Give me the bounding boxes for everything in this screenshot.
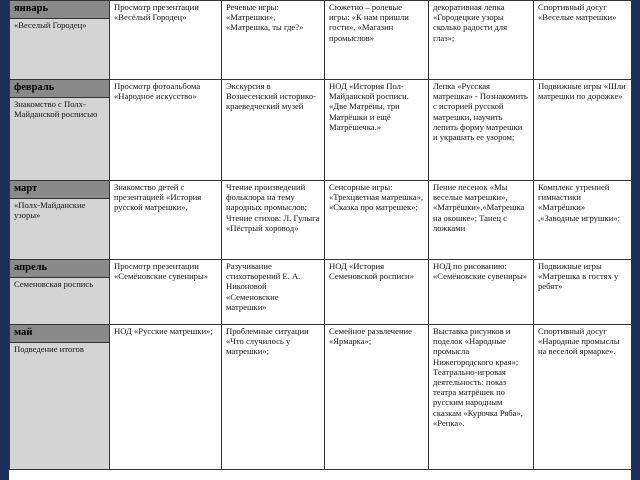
activity-cell: НОД по рисованию: «Семёновские сувениры»	[429, 260, 534, 325]
activity-cell: Просмотр презентации «Семёновские сувениры»	[110, 260, 222, 325]
month-row-march	[10, 181, 632, 199]
activity-cell: Экскурсия в Вознесенский историко-краеведческий музей	[222, 80, 325, 181]
activity-cell: Знакомство детей с презентацией «История русской матрешки»,	[110, 181, 222, 260]
activity-cell: Речевые игры: «Матрешки», «Матрешка, ты где?»	[222, 1, 325, 80]
activity-cell: Спортивный досуг «Веселые матрешки»	[534, 1, 632, 80]
activity-cell: Сюжетно – ролевые игры: «К нам пришли гости», «Магазин промыслов»	[325, 1, 429, 80]
activity-cell: Чтение произведений фольклора на тему народных промыслов; Чтение стихов: Л. Гулыга «Пёстрый хоровод»	[222, 181, 325, 260]
month-row-april	[10, 260, 632, 278]
activity-cell: Просмотр фотоальбома «Народное искусство»	[110, 80, 222, 181]
month-cell: январь	[10, 1, 110, 19]
topic-cell: Знакомство с Полх-Майданской росписью	[10, 98, 110, 181]
activity-cell: Комплекс утренней гимнастики «Матрёшки» ,«Заводные игрушки»;	[534, 181, 632, 260]
topic-cell: Семеновская роспись	[10, 278, 110, 325]
month-row-january	[10, 1, 632, 19]
month-cell: апрель	[10, 260, 110, 278]
activity-cell: Выставка рисунков и поделок «Народные промысла Нижегородского края»; Театрально-игровая деятельность: показ театра матрёшек по русским народным сказкам «Курочка Ряба», «Репка».	[429, 325, 534, 470]
activity-cell: НОД «История Пол-Майданской росписи. «Две Матрёны, три Матрёшки и ещё Матрёшечка.»	[325, 80, 429, 181]
activity-cell: Сенсорные игры: «Трехцветная матрешка», «Сказка про матрешек»;	[325, 181, 429, 260]
activity-cell: НОД «История Семеновской росписи»	[325, 260, 429, 325]
activity-cell: декоративная лепка «Городецкие узоры сколько радости для глаз»;	[429, 1, 534, 80]
month-row-may	[10, 325, 632, 343]
topic-cell: «Веселый Городец»	[10, 19, 110, 80]
activity-cell: НОД «Русские матрешки»;	[110, 325, 222, 470]
activity-cell: Разучивание стихотворений Е. А. Никоновой «Семеновские матрешки»	[222, 260, 325, 325]
month-row-february	[10, 80, 632, 98]
topic-cell: Подведение итогов	[10, 343, 110, 470]
activity-cell: Просмотр презентации «Весёлый Городец»	[110, 1, 222, 80]
activity-cell: Пение песенок «Мы веселые матрешки», «Матрёшки»,«Матрешка на окошке»; Танец с ложками	[429, 181, 534, 260]
activity-cell: Семейное развлечение «Ярмарка»;	[325, 325, 429, 470]
plan-table	[9, 0, 632, 470]
activity-cell: Подвижные игры «Матрешка в гостях у ребят»	[534, 260, 632, 325]
topic-cell: «Полх-Майданские узоры»	[10, 199, 110, 260]
activity-cell: Спортивный досуг «Народные промыслы на веселой ярмарке».	[534, 325, 632, 470]
month-cell: февраль	[10, 80, 110, 98]
activity-cell: Лепка «Русская матрешка» - Познакомить с историей русской матрешки, научить лепить форму матрешки и украшать ее узором;	[429, 80, 534, 181]
activity-cell: Проблемные ситуации «Что случилось у матрешки»;	[222, 325, 325, 470]
month-cell: март	[10, 181, 110, 199]
activity-cell: Подвижные игры «Шли матрешки по дорожке»	[534, 80, 632, 181]
month-cell: май	[10, 325, 110, 343]
plan-table-frame	[9, 0, 631, 480]
